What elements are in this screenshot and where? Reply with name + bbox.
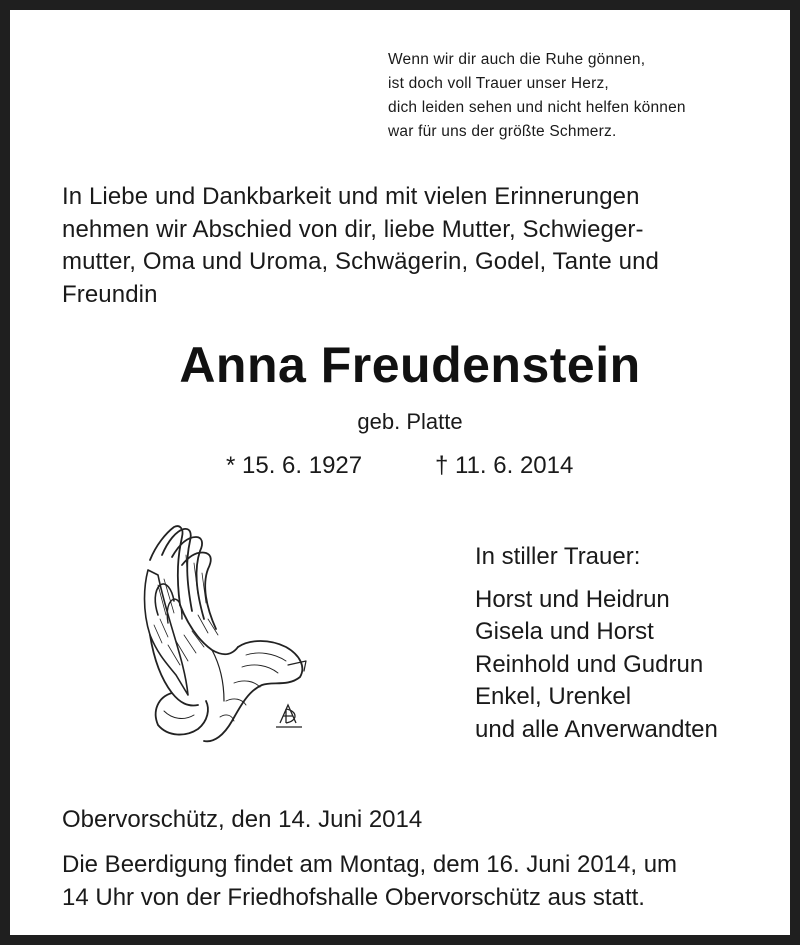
death-date: † 11. 6. 2014 — [435, 452, 574, 479]
funeral-line: Die Beerdigung findet am Montag, dem 16. Juni 2014, um — [62, 851, 678, 878]
poem-line: Wenn wir dir auch die Ruhe gönnen, — [388, 51, 646, 68]
mourners-heading: In stiller Trauer: — [475, 543, 641, 570]
mourner-name: Reinhold und Gudrun — [475, 650, 704, 678]
mourner-name: und alle Anverwandten — [475, 715, 718, 743]
poem-line: dich leiden sehen und nicht helfen können — [388, 99, 686, 116]
funeral-line: 14 Uhr von der Friedhofshalle Obervorschütz aus statt. — [62, 884, 645, 911]
maiden-name: geb. Platte — [357, 409, 463, 434]
mourner-name: Enkel, Urenkel — [475, 683, 632, 710]
farewell-line: In Liebe und Dankbarkeit und mit vielen Erinnerungen — [62, 183, 640, 210]
farewell-text — [62, 181, 762, 311]
farewell-line: Freundin — [62, 280, 158, 308]
farewell-line: nehmen wir Abschied von dir, liebe Mutter, Schwieger- — [62, 215, 644, 243]
farewell-line: mutter, Oma und Uroma, Schwägerin, Godel, Tante und — [62, 248, 659, 275]
mourner-name: Gisela und Horst — [475, 618, 654, 645]
mourner-name: Horst und Heidrun — [475, 585, 670, 613]
mourners-list — [475, 541, 718, 746]
deceased-name: Anna Freudenstein — [179, 337, 641, 393]
birth-date: * 15. 6. 1927 — [226, 452, 363, 479]
poem-line: ist doch voll Trauer unser Herz, — [388, 75, 609, 92]
praying-hands-icon — [128, 515, 318, 755]
memorial-poem — [388, 48, 686, 144]
poem-line: war für uns der größte Schmerz. — [388, 123, 617, 140]
place-and-date: Obervorschütz, den 14. Juni 2014 — [62, 806, 423, 833]
funeral-details — [62, 848, 782, 914]
